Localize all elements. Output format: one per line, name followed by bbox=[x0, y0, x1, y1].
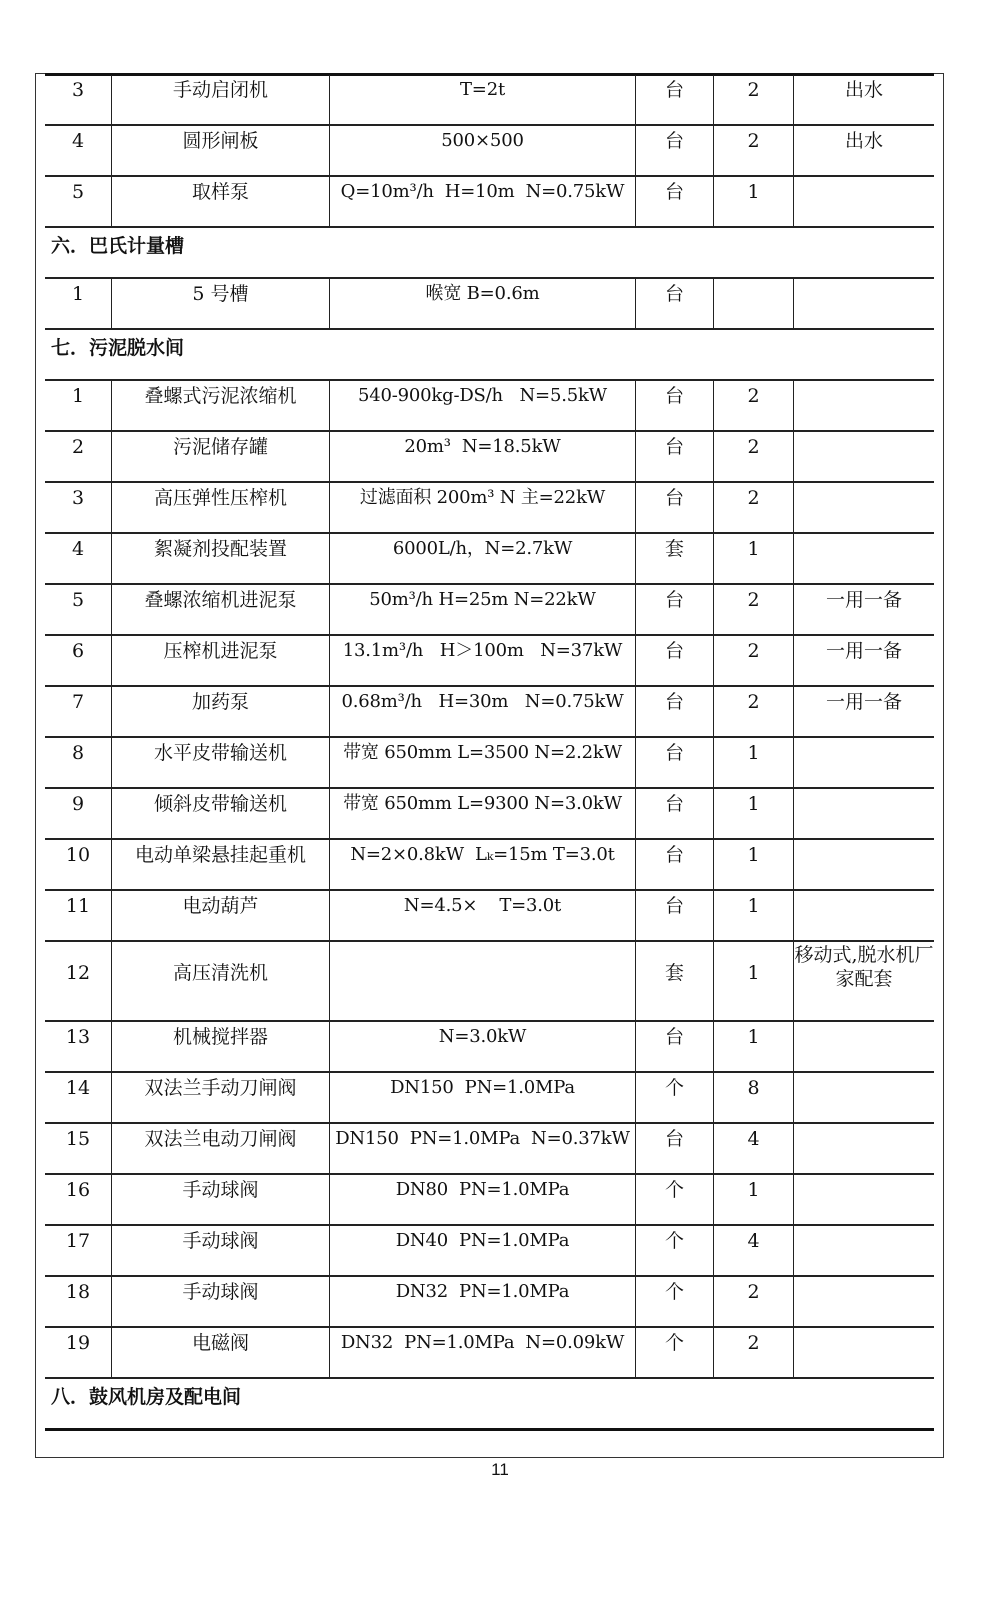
cell-unit: 台 bbox=[635, 738, 713, 787]
cell-unit: 台 bbox=[635, 585, 713, 634]
cell-note: 一用一备 bbox=[793, 585, 934, 634]
cell-unit: 台 bbox=[635, 177, 713, 226]
cell-note bbox=[793, 1124, 934, 1173]
table-row bbox=[45, 1175, 934, 1226]
cell-no: 8 bbox=[71, 742, 85, 764]
cell-qty: 2 bbox=[713, 381, 793, 430]
cell-spec: 540-900kg-DS/h N=5.5kW bbox=[329, 381, 635, 430]
cell-qty: 1 bbox=[713, 534, 793, 583]
cell-name: 加药泵 bbox=[111, 687, 329, 736]
cell-spec: 50m³/h H=25m N=22kW bbox=[329, 585, 635, 634]
cell-note bbox=[793, 738, 934, 787]
table-row bbox=[45, 279, 934, 330]
cell-qty: 8 bbox=[713, 1073, 793, 1122]
cell-unit: 台 bbox=[635, 126, 713, 175]
table-row bbox=[45, 1124, 934, 1175]
cell-name: 高压清洗机 bbox=[111, 942, 329, 1020]
cell-note bbox=[793, 1226, 934, 1275]
cell-spec: 带宽 650mm L=3500 N=2.2kW bbox=[329, 738, 635, 787]
table-row bbox=[45, 840, 934, 891]
rows-group-c bbox=[45, 381, 934, 942]
cell-note bbox=[793, 1328, 934, 1377]
cell-note bbox=[793, 1277, 934, 1326]
cell-qty: 2 bbox=[713, 75, 793, 124]
cell-name: 水平皮带输送机 bbox=[111, 738, 329, 787]
cell-no: 4 bbox=[71, 538, 85, 560]
cell-name: 电磁阀 bbox=[111, 1328, 329, 1377]
table-row bbox=[45, 381, 934, 432]
table-row bbox=[45, 534, 934, 585]
cell-no: 12 bbox=[65, 962, 91, 984]
cell-name: 叠螺浓缩机进泥泵 bbox=[111, 585, 329, 634]
cell-qty: 1 bbox=[713, 891, 793, 940]
cell-name: 手动球阀 bbox=[111, 1277, 329, 1326]
cell-name: 高压弹性压榨机 bbox=[111, 483, 329, 532]
cell-note: 移动式,脱水机厂家配套 bbox=[793, 942, 934, 1020]
table-row bbox=[45, 891, 934, 942]
cell-no: 5 bbox=[71, 181, 85, 203]
cell-unit: 台 bbox=[635, 279, 713, 328]
cell-name: 机械搅拌器 bbox=[111, 1022, 329, 1071]
cell-note bbox=[793, 1022, 934, 1071]
cell-qty: 1 bbox=[713, 1022, 793, 1071]
cell-qty: 2 bbox=[713, 1277, 793, 1326]
cell-note bbox=[793, 381, 934, 430]
cell-spec: 喉宽 B=0.6m bbox=[329, 279, 635, 328]
table-row bbox=[45, 1022, 934, 1073]
cell-no: 1 bbox=[71, 385, 85, 407]
cell-no: 3 bbox=[71, 79, 85, 101]
cell-spec: DN40 PN=1.0MPa bbox=[329, 1226, 635, 1275]
cell-no: 5 bbox=[71, 589, 85, 611]
table-row bbox=[45, 636, 934, 687]
section-heading bbox=[45, 330, 934, 381]
cell-qty: 1 bbox=[713, 738, 793, 787]
cell-name: 电动单梁悬挂起重机 bbox=[111, 840, 329, 889]
table-row bbox=[45, 942, 934, 1022]
cell-unit: 个 bbox=[635, 1226, 713, 1275]
rows-group-b bbox=[45, 279, 934, 330]
cell-no: 2 bbox=[71, 436, 85, 458]
table-row bbox=[45, 585, 934, 636]
cell-unit: 台 bbox=[635, 891, 713, 940]
cell-qty: 1 bbox=[713, 840, 793, 889]
cell-unit: 台 bbox=[635, 687, 713, 736]
table-row bbox=[45, 1328, 934, 1379]
cell-spec: N=4.5× T=3.0t bbox=[329, 891, 635, 940]
section-6-title: 六．巴氏计量槽 bbox=[51, 235, 185, 257]
cell-name: 取样泵 bbox=[111, 177, 329, 226]
cell-no: 17 bbox=[65, 1230, 91, 1252]
cell-name: 双法兰手动刀闸阀 bbox=[111, 1073, 329, 1122]
cell-unit: 台 bbox=[635, 1022, 713, 1071]
cell-spec bbox=[329, 942, 635, 1020]
cell-spec: T=2t bbox=[329, 75, 635, 124]
cell-unit: 个 bbox=[635, 1328, 713, 1377]
cell-note bbox=[793, 840, 934, 889]
cell-qty: 4 bbox=[713, 1226, 793, 1275]
cell-spec: 过滤面积 200m³ N 主=22kW bbox=[329, 483, 635, 532]
cell-no: 13 bbox=[65, 1026, 91, 1048]
cell-note: 一用一备 bbox=[793, 687, 934, 736]
cell-qty: 2 bbox=[713, 1328, 793, 1377]
cell-no: 14 bbox=[65, 1077, 91, 1099]
section-8-title: 八．鼓风机房及配电间 bbox=[51, 1386, 242, 1408]
cell-spec: Q=10m³/h H=10m N=0.75kW bbox=[329, 177, 635, 226]
cell-name: 污泥储存罐 bbox=[111, 432, 329, 481]
cell-spec: N=3.0kW bbox=[329, 1022, 635, 1071]
cell-name: 手动球阀 bbox=[111, 1226, 329, 1275]
cell-no: 3 bbox=[71, 487, 85, 509]
table-row bbox=[45, 1073, 934, 1124]
cell-no: 7 bbox=[71, 691, 85, 713]
cell-qty: 2 bbox=[713, 636, 793, 685]
section-heading bbox=[45, 1379, 934, 1431]
cell-no: 19 bbox=[65, 1332, 91, 1354]
table-row bbox=[45, 687, 934, 738]
cell-qty: 1 bbox=[713, 789, 793, 838]
cell-name: 5 号槽 bbox=[111, 279, 329, 328]
cell-note bbox=[793, 1175, 934, 1224]
table-row bbox=[45, 75, 934, 126]
table-row bbox=[45, 1226, 934, 1277]
cell-name: 圆形闸板 bbox=[111, 126, 329, 175]
cell-name: 絮凝剂投配装置 bbox=[111, 534, 329, 583]
cell-unit: 套 bbox=[635, 534, 713, 583]
cell-spec: 500×500 bbox=[329, 126, 635, 175]
cell-qty: 4 bbox=[713, 1124, 793, 1173]
cell-no: 16 bbox=[65, 1179, 91, 1201]
cell-note: 出水 bbox=[793, 126, 934, 175]
cell-name: 倾斜皮带输送机 bbox=[111, 789, 329, 838]
cell-name: 压榨机进泥泵 bbox=[111, 636, 329, 685]
cell-unit: 台 bbox=[635, 789, 713, 838]
cell-name: 手动启闭机 bbox=[111, 75, 329, 124]
cell-unit: 台 bbox=[635, 483, 713, 532]
table-row bbox=[45, 432, 934, 483]
table-row bbox=[45, 738, 934, 789]
cell-qty: 1 bbox=[713, 177, 793, 226]
cell-note: 一用一备 bbox=[793, 636, 934, 685]
page-number: 11 bbox=[491, 1460, 509, 1479]
cell-note bbox=[793, 789, 934, 838]
cell-spec: DN150 PN=1.0MPa bbox=[329, 1073, 635, 1122]
cell-qty: 2 bbox=[713, 585, 793, 634]
cell-name: 叠螺式污泥浓缩机 bbox=[111, 381, 329, 430]
rows-group-d bbox=[45, 1022, 934, 1379]
cell-unit: 套 bbox=[635, 942, 713, 1020]
cell-spec: N=2×0.8kW Lₖ=15m T=3.0t bbox=[329, 840, 635, 889]
cell-note bbox=[793, 432, 934, 481]
cell-spec: 6000L/h，N=2.7kW bbox=[329, 534, 635, 583]
cell-spec: DN32 PN=1.0MPa bbox=[329, 1277, 635, 1326]
cell-spec: 20m³ N=18.5kW bbox=[329, 432, 635, 481]
cell-qty: 2 bbox=[713, 687, 793, 736]
cell-spec: DN32 PN=1.0MPa N=0.09kW bbox=[329, 1328, 635, 1377]
cell-unit: 台 bbox=[635, 381, 713, 430]
cell-spec: DN150 PN=1.0MPa N=0.37kW bbox=[329, 1124, 635, 1173]
cell-spec: DN80 PN=1.0MPa bbox=[329, 1175, 635, 1224]
cell-no: 9 bbox=[71, 793, 85, 815]
cell-name: 手动球阀 bbox=[111, 1175, 329, 1224]
cell-note bbox=[793, 891, 934, 940]
cell-unit: 台 bbox=[635, 75, 713, 124]
cell-no: 18 bbox=[65, 1281, 91, 1303]
rows-group-a bbox=[45, 75, 934, 228]
cell-note bbox=[793, 279, 934, 328]
equipment-table bbox=[45, 75, 934, 1431]
cell-qty: 2 bbox=[713, 432, 793, 481]
cell-note bbox=[793, 483, 934, 532]
table-row bbox=[45, 126, 934, 177]
section-7-title: 七．污泥脱水间 bbox=[51, 337, 185, 359]
cell-unit: 台 bbox=[635, 840, 713, 889]
table-row bbox=[45, 483, 934, 534]
table-row bbox=[45, 1277, 934, 1328]
cell-no: 15 bbox=[65, 1128, 91, 1150]
cell-qty bbox=[713, 279, 793, 328]
cell-qty: 1 bbox=[713, 1175, 793, 1224]
cell-note bbox=[793, 1073, 934, 1122]
cell-note: 出水 bbox=[793, 75, 934, 124]
cell-spec: 13.1m³/h H＞100m N=37kW bbox=[329, 636, 635, 685]
table-row bbox=[45, 177, 934, 228]
cell-no: 11 bbox=[65, 895, 91, 917]
cell-unit: 个 bbox=[635, 1073, 713, 1122]
cell-qty: 2 bbox=[713, 126, 793, 175]
cell-name: 电动葫芦 bbox=[111, 891, 329, 940]
cell-no: 10 bbox=[65, 844, 91, 866]
cell-no: 4 bbox=[71, 130, 85, 152]
cell-unit: 台 bbox=[635, 432, 713, 481]
cell-name: 双法兰电动刀闸阀 bbox=[111, 1124, 329, 1173]
cell-note bbox=[793, 534, 934, 583]
cell-qty: 1 bbox=[713, 942, 793, 1020]
cell-unit: 个 bbox=[635, 1175, 713, 1224]
cell-note bbox=[793, 177, 934, 226]
cell-no: 6 bbox=[71, 640, 85, 662]
cell-no: 1 bbox=[71, 283, 85, 305]
cell-unit: 台 bbox=[635, 636, 713, 685]
table-row bbox=[45, 789, 934, 840]
cell-qty: 2 bbox=[713, 483, 793, 532]
section-heading bbox=[45, 228, 934, 279]
cell-unit: 台 bbox=[635, 1124, 713, 1173]
cell-spec: 0.68m³/h H=30m N=0.75kW bbox=[329, 687, 635, 736]
cell-spec: 带宽 650mm L=9300 N=3.0kW bbox=[329, 789, 635, 838]
cell-unit: 个 bbox=[635, 1277, 713, 1326]
